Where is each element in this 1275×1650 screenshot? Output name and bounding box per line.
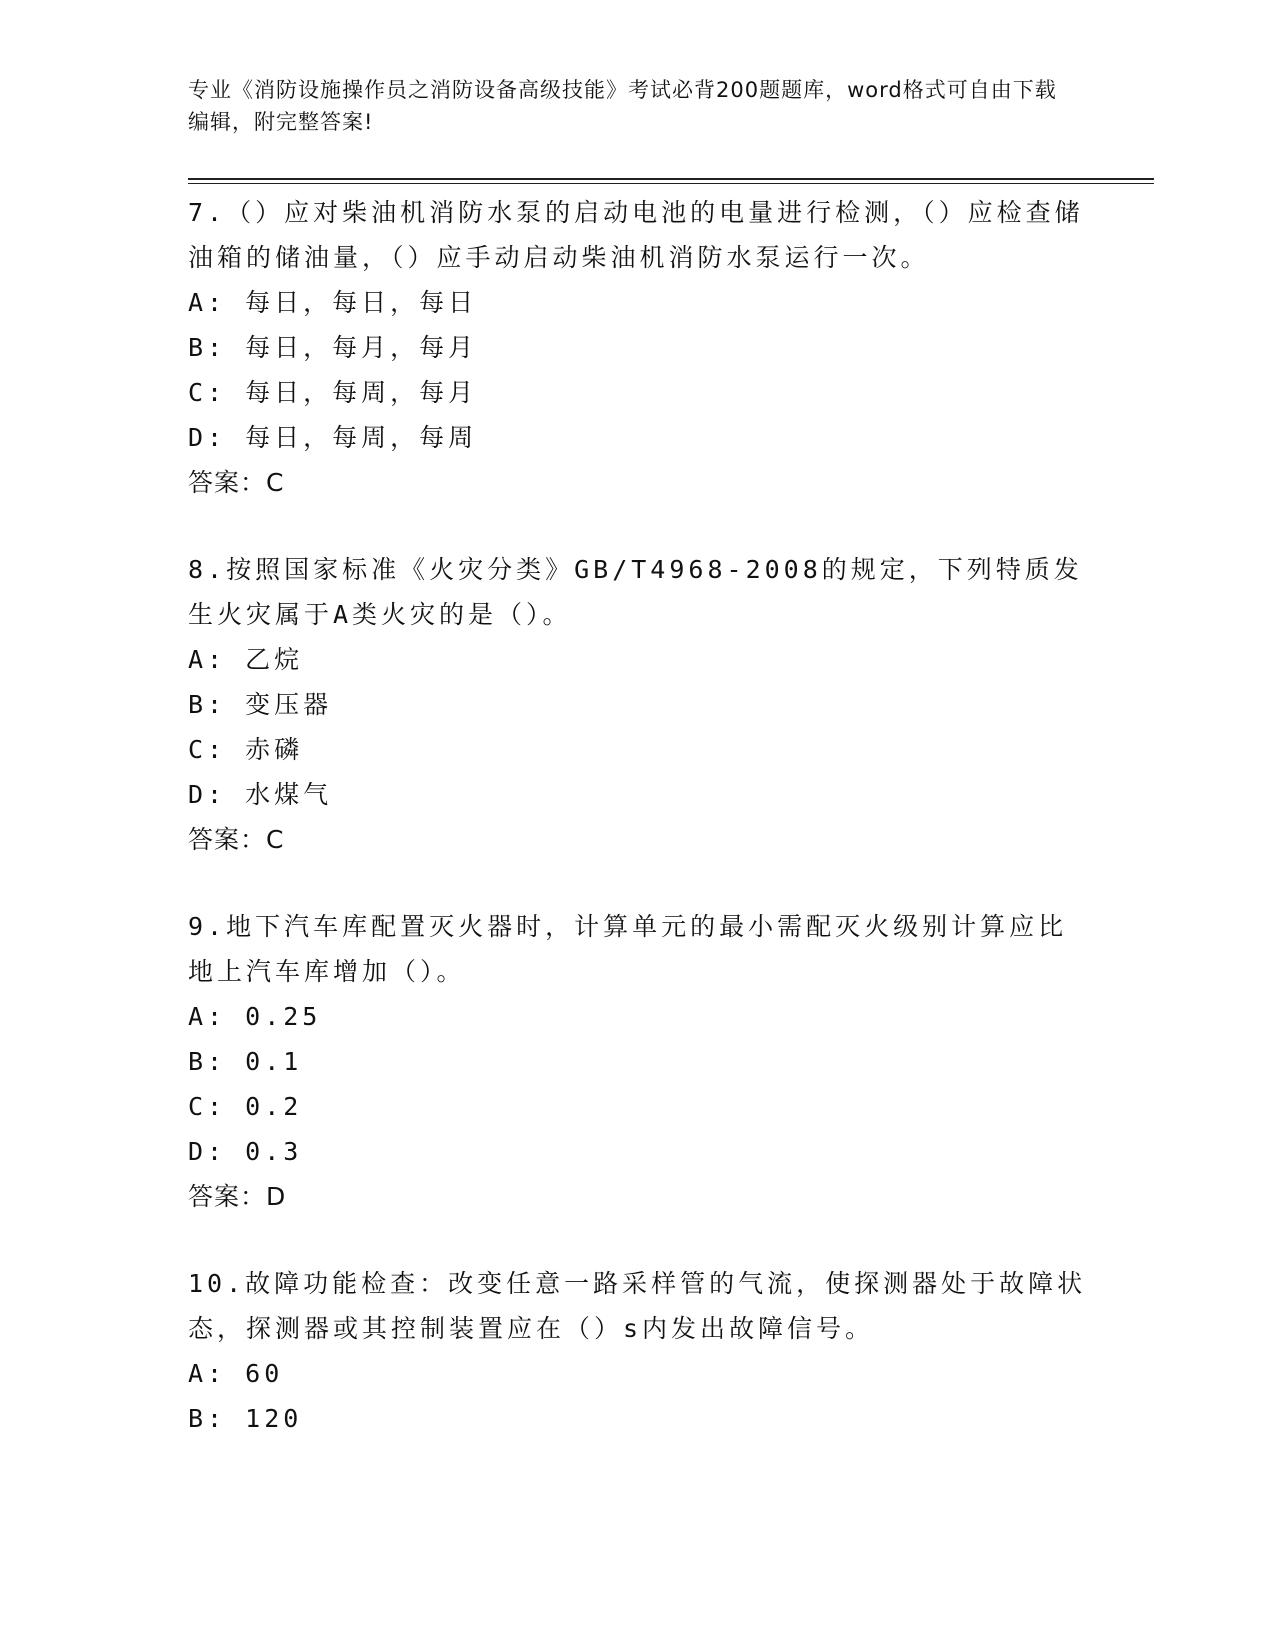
option-b: B: 每日，每月，每月 bbox=[188, 333, 478, 362]
option-d: D: 每日，每周，每周 bbox=[188, 423, 478, 452]
question-7 bbox=[188, 190, 1088, 505]
option-c: C: 0.2 bbox=[188, 1092, 303, 1121]
option-a: A: 0.25 bbox=[188, 1002, 322, 1031]
question-text: 10.故障功能检查：改变任意一路采样管的气流，使探测器处于故障状态，探测器或其控制装置应在（）s内发出故障信号。 bbox=[188, 1269, 1087, 1343]
option-a: A: 60 bbox=[188, 1359, 284, 1388]
header-divider-thin bbox=[188, 183, 1154, 184]
header-divider-thick bbox=[188, 178, 1154, 180]
option-a: A: 每日，每日，每日 bbox=[188, 288, 478, 317]
question-9 bbox=[188, 904, 1088, 1219]
question-10 bbox=[188, 1261, 1088, 1441]
option-b: B: 0.1 bbox=[188, 1047, 303, 1076]
question-8 bbox=[188, 547, 1088, 862]
question-text: 7.（）应对柴油机消防水泵的启动电池的电量进行检测，（）应检查储油箱的储油量，（）应手动启动柴油机消防水泵运行一次。 bbox=[188, 198, 1084, 272]
option-a: A: 乙烷 bbox=[188, 645, 304, 674]
question-list bbox=[188, 190, 1088, 1483]
option-c: C: 每日，每周，每月 bbox=[188, 378, 478, 407]
question-text: 9.地下汽车库配置灭火器时，计算单元的最小需配灭火级别计算应比地上汽车库增加（）。 bbox=[188, 912, 1068, 986]
option-d: D: 0.3 bbox=[188, 1137, 303, 1166]
option-c: C: 赤磷 bbox=[188, 735, 304, 764]
option-b: B: 120 bbox=[188, 1404, 303, 1433]
option-d: D: 水煤气 bbox=[188, 780, 333, 809]
answer-line: 答案：C bbox=[188, 468, 285, 497]
answer-line: 答案：C bbox=[188, 825, 285, 854]
question-text: 8.按照国家标准《火灾分类》GB/T4968-2008的规定，下列特质发生火灾属于A类火灾的是（）。 bbox=[188, 555, 1083, 629]
option-b: B: 变压器 bbox=[188, 690, 333, 719]
document-header: 专业《消防设施操作员之消防设备高级技能》考试必背200题题库，word格式可自由下载编辑，附完整答案! bbox=[188, 78, 1057, 134]
answer-line: 答案：D bbox=[188, 1182, 287, 1211]
